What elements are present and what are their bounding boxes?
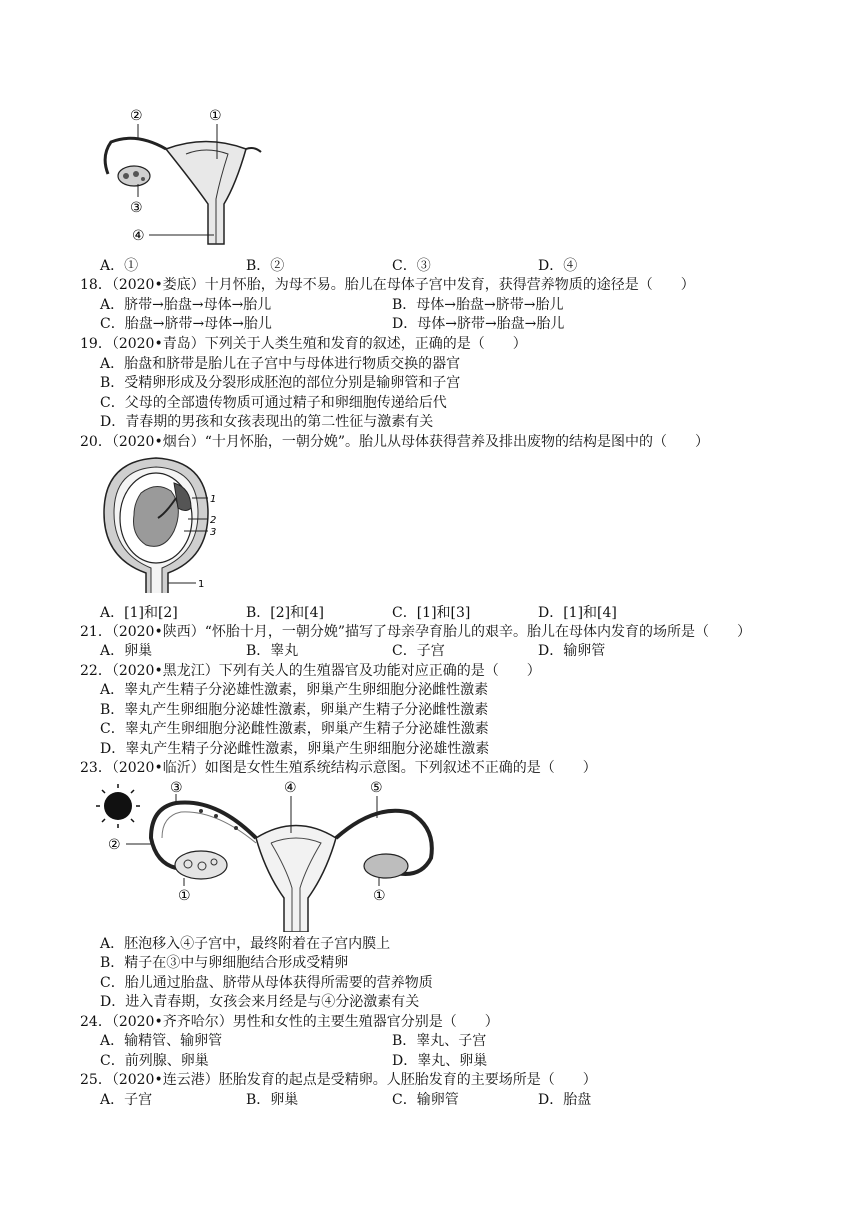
q20-option-b: B．[2]和[4] <box>246 605 324 621</box>
q21-option-c: C．子宫 <box>392 643 445 659</box>
q25-option-c: C．输卵管 <box>392 1092 459 1108</box>
figure-label: 3 <box>210 527 217 538</box>
q25-option-b: B．卵巢 <box>246 1092 299 1108</box>
q24-option-c: C．前列腺、卵巢 <box>100 1053 209 1069</box>
q22-option-a: A．睾丸产生精子分泌雄性激素，卵巢产生卵细胞分泌雌性激素 <box>100 682 489 698</box>
q25-stem: 25．（2020•连云港）胚胎发育的起点是受精卵。人胚胎发育的主要场所是（ ） <box>80 1072 597 1088</box>
figure-label: 1 <box>198 579 205 590</box>
q22-option-d: D．睾丸产生精子分泌雌性激素，卵巢产生卵细胞分泌雄性激素 <box>100 741 490 757</box>
q17-option-b: B．② <box>246 258 285 274</box>
figure-label: ② <box>130 108 143 124</box>
q23-stem: 23．（2020•临沂）如图是女性生殖系统结构示意图。下列叙述不正确的是（ ） <box>80 760 597 776</box>
q23-option-b: B．精子在③中与卵细胞结合形成受精卵 <box>100 955 349 971</box>
figure-label: 2 <box>210 515 217 526</box>
q20-stem: 20．（2020•烟台）“十月怀胎，一朝分娩”。胎儿从母体获得营养及排出废物的结构是图中的（ ） <box>80 434 710 450</box>
female-reproductive-system-figure-q23 <box>96 778 446 932</box>
q17-option-a: A．① <box>100 258 139 274</box>
figure-label: ④ <box>132 228 145 244</box>
figure-label: ⑤ <box>370 780 383 796</box>
q24-option-d: D．睾丸、卵巢 <box>392 1053 488 1069</box>
figure-label: ② <box>108 837 121 853</box>
q23-option-d: D．进入青春期，女孩会来月经是与④分泌激素有关 <box>100 994 420 1010</box>
figure-label: ④ <box>284 780 297 796</box>
q19-option-a: A．胎盘和脐带是胎儿在子宫中与母体进行物质交换的器官 <box>100 356 461 372</box>
q20-option-a: A．[1]和[2] <box>100 605 178 621</box>
q19-stem: 19．（2020•青岛）下列关于人类生殖和发育的叙述，正确的是（ ） <box>80 336 527 352</box>
q22-stem: 22．（2020•黑龙江）下列有关人的生殖器官及功能对应正确的是（ ） <box>80 663 541 679</box>
figure-label: ① <box>209 108 222 124</box>
q22-option-c: C．睾丸产生卵细胞分泌雌性激素，卵巢产生精子分泌雄性激素 <box>100 721 489 737</box>
q23-option-a: A．胚泡移入④子宫中，最终附着在子宫内膜上 <box>100 936 391 952</box>
q22-option-b: B．睾丸产生卵细胞分泌雄性激素，卵巢产生精子分泌雌性激素 <box>100 702 489 718</box>
q20-option-d: D．[1]和[4] <box>538 605 617 621</box>
q25-option-d: D．胎盘 <box>538 1092 592 1108</box>
q21-option-a: A．卵巢 <box>100 643 153 659</box>
q18-option-a: A．脐带→胎盘→母体→胎儿 <box>100 297 272 313</box>
q18-stem: 18．（2020•娄底）十月怀胎，为母不易。胎儿在母体子宫中发育，获得营养物质的途径是（ ） <box>80 277 695 293</box>
female-reproductive-figure-q17 <box>96 104 266 254</box>
figure-label: ① <box>178 888 191 904</box>
q24-option-b: B．睾丸、子宫 <box>392 1033 487 1049</box>
q20-option-c: C．[1]和[3] <box>392 605 471 621</box>
q24-option-a: A．输精管、输卵管 <box>100 1033 223 1049</box>
q19-option-c: C．父母的全部遗传物质可通过精子和卵细胞传递给后代 <box>100 395 447 411</box>
q18-option-d: D．母体→脐带→胎盘→胎儿 <box>392 316 565 332</box>
q25-option-a: A．子宫 <box>100 1092 153 1108</box>
q21-option-d: D．输卵管 <box>538 643 606 659</box>
fetus-in-uterus-figure-q20 <box>96 453 236 598</box>
q19-option-d: D．青春期的男孩和女孩表现出的第二性征与激素有关 <box>100 414 434 430</box>
q23-option-c: C．胎儿通过胎盘、脐带从母体获得所需要的营养物质 <box>100 975 433 991</box>
figure-label: ③ <box>130 200 143 216</box>
q18-option-b: B．母体→胎盘→脐带→胎儿 <box>392 297 564 313</box>
figure-label: ③ <box>170 780 183 796</box>
q17-option-d: D．④ <box>538 258 578 274</box>
q24-stem: 24．（2020•齐齐哈尔）男性和女性的主要生殖器官分别是（ ） <box>80 1014 499 1030</box>
q21-stem: 21．（2020•陕西）“怀胎十月，一朝分娩”描写了母亲孕育胎儿的艰辛。胎儿在母体内发育的场所是（ ） <box>80 624 752 640</box>
q17-option-c: C．③ <box>392 258 431 274</box>
figure-label: 1 <box>210 494 217 505</box>
q19-option-b: B．受精卵形成及分裂形成胚泡的部位分别是输卵管和子宫 <box>100 375 461 391</box>
q21-option-b: B．睾丸 <box>246 643 299 659</box>
q18-option-c: C．胎盘→脐带→母体→胎儿 <box>100 316 272 332</box>
figure-label: ① <box>373 888 386 904</box>
